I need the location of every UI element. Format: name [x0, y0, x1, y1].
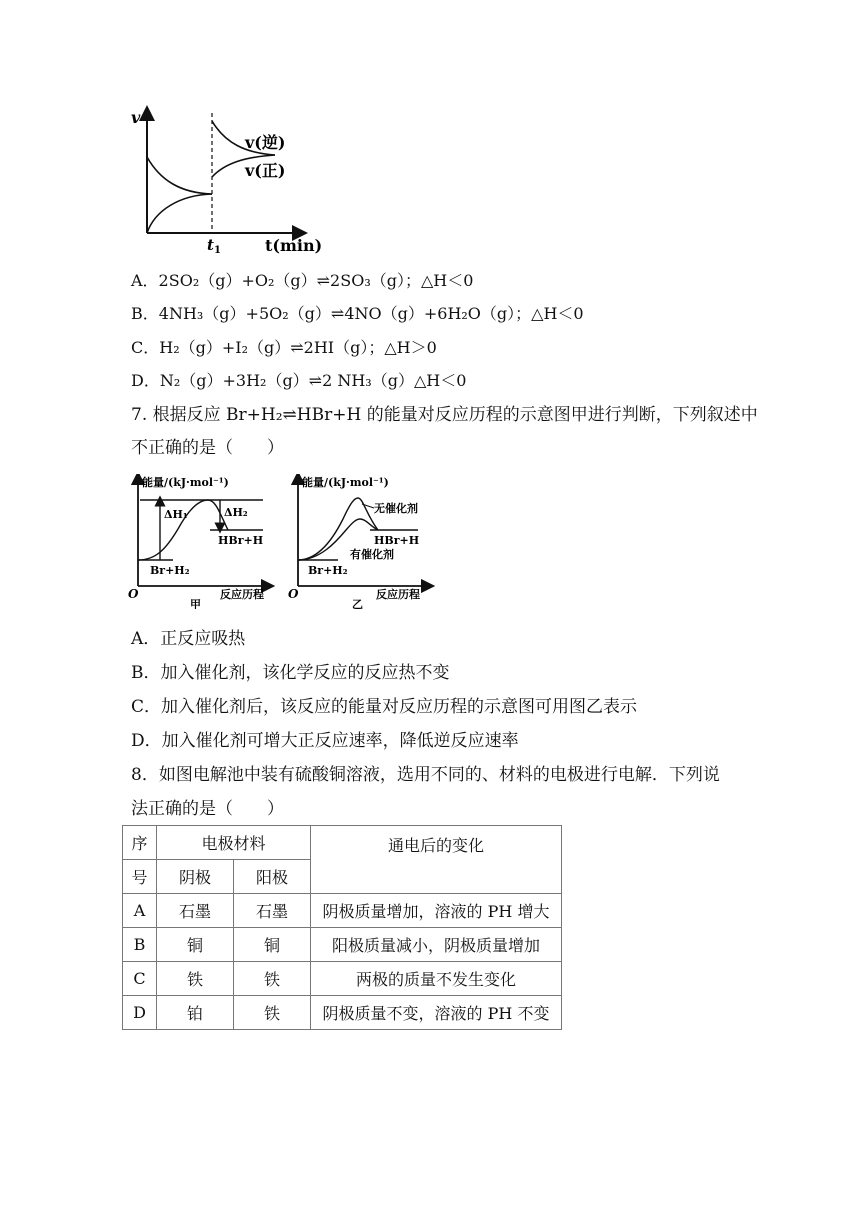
header-no-1: 序 — [123, 826, 157, 860]
table-row — [123, 962, 562, 996]
row-change: 两极的质量不发生变化 — [311, 962, 562, 996]
row-cathode: 铜 — [157, 928, 234, 962]
row-change: 阴极质量增加，溶液的 PH 增大 — [311, 894, 562, 928]
yi-reactant-label: Br+H₂ — [308, 564, 348, 577]
q8-stem-line1: 8．如图电解池中装有硫酸铜溶液，选用不同的、材料的电极进行电解．下列说 — [131, 765, 720, 785]
row-anode: 铜 — [234, 928, 311, 962]
no-catalyst-label: 无催化剂 — [374, 502, 418, 515]
q7-stem-line2: 不正确的是（ ） — [131, 438, 284, 458]
velocity-time-graph — [125, 105, 345, 255]
yi-caption: 乙 — [352, 598, 363, 609]
row-no: A — [123, 894, 157, 928]
header-material: 电极材料 — [157, 826, 311, 860]
jia-product-label: HBr+H — [218, 534, 264, 547]
q6-option-a: A．2SO₂（g）+O₂（g）⇌2SO₃（g）；△H＜0 — [131, 271, 474, 290]
with-catalyst-label: 有催化剂 — [350, 548, 394, 561]
q7-option-c: C．加入催化剂后，该反应的能量对反应历程的示意图可用图乙表示 — [131, 697, 638, 717]
row-anode: 铁 — [234, 962, 311, 996]
dh1-label: ΔH₁ — [164, 508, 188, 521]
jia-y-axis-label: 能量/(kJ·mol⁻¹) — [142, 476, 229, 489]
yi-y-axis-label: 能量/(kJ·mol⁻¹) — [302, 476, 389, 489]
row-anode: 石墨 — [234, 894, 311, 928]
row-no: D — [123, 996, 157, 1030]
yi-x-axis-label: 反应历程 — [376, 588, 420, 601]
q6-option-c: C．H₂（g）+I₂（g）⇌2HI（g）；△H＞0 — [131, 338, 437, 357]
row-change: 阴极质量不变，溶液的 PH 不变 — [311, 996, 562, 1030]
yi-origin: O — [288, 587, 299, 601]
initial-reverse-curve — [147, 157, 212, 194]
energy-diagram-yi — [288, 474, 438, 609]
q7-stem-line1: 7. 根据反应 Br+H₂⇌HBr+H 的能量对反应历程的示意图甲进行判断，下列叙述中 — [131, 405, 758, 425]
q6-option-d: D．N₂（g）+3H₂（g）⇌2 NH₃（g）△H＜0 — [131, 371, 467, 390]
electrolysis-table — [122, 825, 562, 1030]
x-axis-label: t(min) — [265, 236, 323, 255]
row-cathode: 石墨 — [157, 894, 234, 928]
initial-forward-curve — [147, 194, 212, 233]
header-anode: 阳极 — [234, 860, 311, 894]
row-no: B — [123, 928, 157, 962]
table-row — [123, 928, 562, 962]
table-row — [123, 894, 562, 928]
row-change: 阳极质量减小，阴极质量增加 — [311, 928, 562, 962]
row-anode: 铁 — [234, 996, 311, 1030]
q6-option-b: B．4NH₃（g）+5O₂（g）⇌4NO（g）+6H₂O（g）；△H＜0 — [131, 304, 584, 323]
jia-x-axis-label: 反应历程 — [220, 588, 264, 601]
t1-label: $t_1$ — [207, 236, 221, 255]
row-cathode: 铁 — [157, 962, 234, 996]
q7-option-b: B．加入催化剂，该化学反应的反应热不变 — [131, 663, 450, 683]
jia-caption: 甲 — [190, 598, 201, 609]
energy-diagram-jia — [128, 474, 278, 609]
header-cathode: 阴极 — [157, 860, 234, 894]
y-axis-label: v — [131, 108, 141, 127]
header-change: 通电后的变化 — [311, 826, 562, 894]
jia-reactant-label: Br+H₂ — [150, 564, 190, 577]
q7-option-d: D．加入催化剂可增大正反应速率，降低逆反应速率 — [131, 731, 519, 751]
row-no: C — [123, 962, 157, 996]
q8-stem-line2: 法正确的是（ ） — [131, 799, 284, 819]
jia-origin: O — [128, 587, 139, 601]
yi-product-label: HBr+H — [374, 534, 420, 547]
reverse-rate-label: v(逆) — [245, 133, 286, 152]
row-cathode: 铂 — [157, 996, 234, 1030]
header-no-2: 号 — [123, 860, 157, 894]
table-row — [123, 996, 562, 1030]
q7-option-a: A．正反应吸热 — [131, 629, 246, 649]
dh2-label: ΔH₂ — [224, 506, 248, 519]
forward-rate-label: v(正) — [245, 161, 286, 180]
